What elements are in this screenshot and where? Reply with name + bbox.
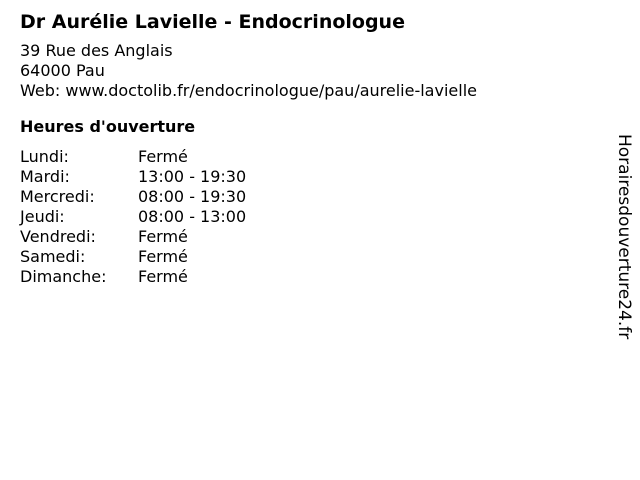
hours-row-tuesday	[20, 167, 600, 187]
day-hours: 13:00 - 19:30	[138, 167, 247, 186]
hours-row-friday	[20, 227, 600, 247]
day-hours: Fermé	[138, 247, 188, 266]
day-label: Vendredi:	[20, 227, 96, 246]
hours-row-wednesday	[20, 187, 600, 207]
hours-heading: Heures d'ouverture	[20, 117, 196, 136]
page-title: Dr Aurélie Lavielle - Endocrinologue	[20, 11, 405, 33]
street-address: 39 Rue des Anglais	[20, 41, 173, 60]
day-label: Lundi:	[20, 147, 69, 166]
day-label: Mercredi:	[20, 187, 95, 206]
address-block	[20, 41, 600, 101]
hours-row-monday	[20, 147, 600, 167]
day-hours: Fermé	[138, 147, 188, 166]
day-hours: Fermé	[138, 267, 188, 286]
day-label: Samedi:	[20, 247, 86, 266]
hours-row-sunday	[20, 267, 600, 287]
day-hours: 08:00 - 19:30	[138, 187, 247, 206]
hours-row-saturday	[20, 247, 600, 267]
city-address: 64000 Pau	[20, 61, 105, 80]
site-watermark: Horairesdouverture24.fr	[614, 134, 634, 340]
hours-row-thursday	[20, 207, 600, 227]
day-label: Mardi:	[20, 167, 70, 186]
day-label: Jeudi:	[20, 207, 65, 226]
day-hours: 08:00 - 13:00	[138, 207, 247, 226]
business-card	[20, 9, 600, 287]
day-hours: Fermé	[138, 227, 188, 246]
day-label: Dimanche:	[20, 267, 107, 286]
website-line: Web: www.doctolib.fr/endocrinologue/pau/aurelie-lavielle	[20, 81, 477, 100]
hours-table	[20, 147, 600, 287]
